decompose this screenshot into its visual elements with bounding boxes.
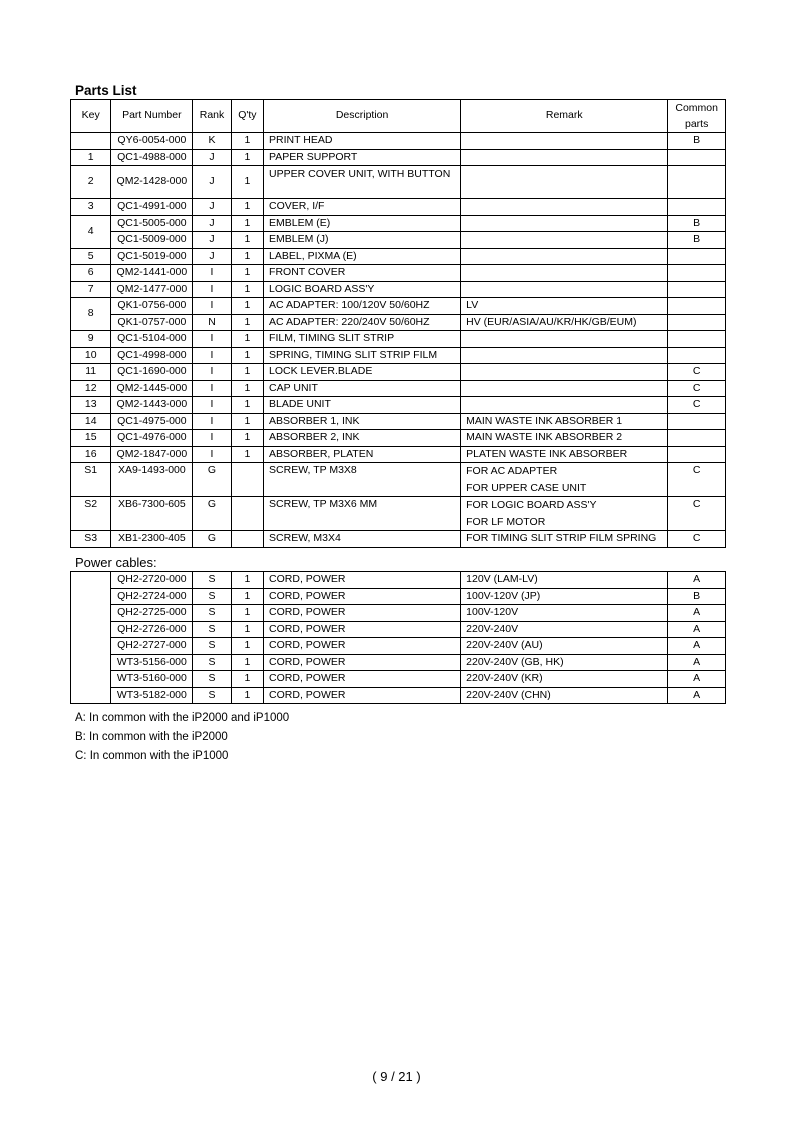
- qty-cell: 1: [231, 654, 263, 671]
- rank-cell: G: [193, 531, 231, 548]
- table-row: [71, 687, 726, 704]
- remark-cell: 220V-240V (CHN): [461, 687, 668, 704]
- part-number-cell: XB1-2300-405: [111, 531, 193, 548]
- key-cell: 14: [71, 413, 111, 430]
- rank-cell: J: [193, 199, 231, 216]
- common-parts-cell: [668, 265, 726, 282]
- qty-cell: 1: [231, 265, 263, 282]
- part-number-cell: QH2-2727-000: [111, 638, 193, 655]
- common-parts-cell: [668, 446, 726, 463]
- remark-cell: [461, 397, 668, 414]
- table-row: [71, 497, 726, 531]
- qty-cell: 1: [231, 413, 263, 430]
- common-parts-cell: [668, 347, 726, 364]
- remark-cell: [461, 149, 668, 166]
- table-row: [71, 281, 726, 298]
- common-parts-cell: A: [668, 687, 726, 704]
- page-title: Parts List: [75, 83, 137, 98]
- footnote-c: C: In common with the iP1000: [75, 750, 229, 762]
- table-row: [71, 199, 726, 216]
- footnote-b: B: In common with the iP2000: [75, 731, 228, 743]
- description-cell: LOGIC BOARD ASS'Y: [264, 281, 461, 298]
- part-number-cell: QC1-5009-000: [111, 232, 193, 249]
- key-cell: 13: [71, 397, 111, 414]
- col-remark: Remark: [461, 100, 668, 133]
- table-row: [71, 671, 726, 688]
- remark-cell: [461, 463, 668, 497]
- parts-table: [70, 99, 726, 548]
- rank-cell: S: [193, 588, 231, 605]
- table-row: [71, 166, 726, 199]
- remark-cell: [461, 265, 668, 282]
- description-cell: SCREW, TP M3X8: [264, 463, 461, 497]
- table-row: [71, 149, 726, 166]
- common-parts-cell: A: [668, 654, 726, 671]
- part-number-cell: QH2-2720-000: [111, 572, 193, 589]
- key-cell: 15: [71, 430, 111, 447]
- remark-cell: [461, 248, 668, 265]
- common-parts-cell: B: [668, 133, 726, 150]
- key-cell: 9: [71, 331, 111, 348]
- common-parts-cell: C: [668, 364, 726, 381]
- power-cables-title: Power cables:: [75, 555, 157, 570]
- common-parts-cell: [668, 281, 726, 298]
- description-cell: UPPER COVER UNIT, WITH BUTTON: [264, 166, 461, 199]
- description-cell: CORD, POWER: [264, 687, 461, 704]
- common-parts-cell: C: [668, 397, 726, 414]
- table-row: [71, 215, 726, 232]
- remark-cell: 100V-120V: [461, 605, 668, 622]
- qty-cell: 1: [231, 199, 263, 216]
- table-row: [71, 572, 726, 589]
- description-cell: CORD, POWER: [264, 621, 461, 638]
- rank-cell: G: [193, 463, 231, 497]
- remark-cell: [461, 364, 668, 381]
- col-rank: Rank: [193, 100, 231, 133]
- table-row: [71, 380, 726, 397]
- key-cell: 6: [71, 265, 111, 282]
- part-number-cell: QH2-2724-000: [111, 588, 193, 605]
- col-common-parts: Common parts: [668, 100, 726, 133]
- description-cell: COVER, I/F: [264, 199, 461, 216]
- rank-cell: I: [193, 397, 231, 414]
- table-row: [71, 331, 726, 348]
- qty-cell: 1: [231, 215, 263, 232]
- part-number-cell: QC1-1690-000: [111, 364, 193, 381]
- remark-cell: 220V-240V: [461, 621, 668, 638]
- rank-cell: J: [193, 232, 231, 249]
- rank-cell: S: [193, 605, 231, 622]
- qty-cell: 1: [231, 166, 263, 199]
- rank-cell: K: [193, 133, 231, 150]
- description-cell: CAP UNIT: [264, 380, 461, 397]
- part-number-cell: QM2-1443-000: [111, 397, 193, 414]
- footnotes: [75, 709, 289, 766]
- remark-cell: HV (EUR/ASIA/AU/KR/HK/GB/EUM): [461, 314, 668, 331]
- common-parts-cell: A: [668, 572, 726, 589]
- qty-cell: [231, 463, 263, 497]
- table-row: [71, 638, 726, 655]
- remark-cell: 220V-240V (GB, HK): [461, 654, 668, 671]
- description-cell: CORD, POWER: [264, 588, 461, 605]
- table-row: [71, 298, 726, 315]
- header-row: [71, 100, 726, 133]
- key-cell: 1: [71, 149, 111, 166]
- description-cell: PRINT HEAD: [264, 133, 461, 150]
- key-cell: S1: [71, 463, 111, 497]
- remark-line: FOR AC ADAPTER: [466, 465, 558, 477]
- description-cell: LABEL, PIXMA (E): [264, 248, 461, 265]
- rank-cell: I: [193, 265, 231, 282]
- common-parts-cell: C: [668, 531, 726, 548]
- description-cell: ABSORBER 1, INK: [264, 413, 461, 430]
- rank-cell: N: [193, 314, 231, 331]
- remark-cell: [461, 215, 668, 232]
- table-row: [71, 446, 726, 463]
- page-number: ( 9 / 21 ): [372, 1069, 421, 1084]
- part-number-cell: WT3-5182-000: [111, 687, 193, 704]
- table-row: [71, 463, 726, 497]
- remark-cell: LV: [461, 298, 668, 315]
- footnote-a: A: In common with the iP2000 and iP1000: [75, 712, 290, 724]
- rank-cell: I: [193, 413, 231, 430]
- qty-cell: 1: [231, 430, 263, 447]
- qty-cell: 1: [231, 621, 263, 638]
- rank-cell: J: [193, 166, 231, 199]
- part-number-cell: QY6-0054-000: [111, 133, 193, 150]
- part-number-cell: QC1-5005-000: [111, 215, 193, 232]
- part-number-cell: QM2-1477-000: [111, 281, 193, 298]
- key-cell: 3: [71, 199, 111, 216]
- description-cell: ABSORBER, PLATEN: [264, 446, 461, 463]
- rank-cell: S: [193, 654, 231, 671]
- part-number-cell: QH2-2725-000: [111, 605, 193, 622]
- part-number-cell: QM2-1445-000: [111, 380, 193, 397]
- remark-line: FOR UPPER CASE UNIT: [466, 481, 587, 494]
- common-parts-cell: [668, 166, 726, 199]
- common-parts-cell: [668, 314, 726, 331]
- description-cell: AC ADAPTER: 220/240V 50/60HZ: [264, 314, 461, 331]
- table-row: [71, 133, 726, 150]
- table-row: [71, 364, 726, 381]
- description-cell: SPRING, TIMING SLIT STRIP FILM: [264, 347, 461, 364]
- table-row: [71, 413, 726, 430]
- qty-cell: 1: [231, 572, 263, 589]
- remark-cell: [461, 331, 668, 348]
- part-number-cell: QC1-4991-000: [111, 199, 193, 216]
- common-parts-cell: C: [668, 463, 726, 497]
- remark-cell: MAIN WASTE INK ABSORBER 1: [461, 413, 668, 430]
- table-row: [71, 654, 726, 671]
- common-parts-cell: [668, 413, 726, 430]
- col-key: Key: [71, 100, 111, 133]
- key-cell: 12: [71, 380, 111, 397]
- rank-cell: I: [193, 331, 231, 348]
- common-parts-cell: [668, 430, 726, 447]
- rank-cell: I: [193, 430, 231, 447]
- rank-cell: I: [193, 446, 231, 463]
- key-cell: 4: [71, 215, 111, 248]
- rank-cell: S: [193, 638, 231, 655]
- description-cell: ABSORBER 2, INK: [264, 430, 461, 447]
- description-cell: AC ADAPTER: 100/120V 50/60HZ: [264, 298, 461, 315]
- qty-cell: 1: [231, 397, 263, 414]
- remark-cell: MAIN WASTE INK ABSORBER 2: [461, 430, 668, 447]
- power-cables-table: [70, 571, 726, 704]
- remark-cell: 120V (LAM-LV): [461, 572, 668, 589]
- common-parts-cell: A: [668, 621, 726, 638]
- qty-cell: 1: [231, 364, 263, 381]
- rank-cell: I: [193, 281, 231, 298]
- part-number-cell: WT3-5160-000: [111, 671, 193, 688]
- rank-cell: J: [193, 149, 231, 166]
- part-number-cell: QK1-0757-000: [111, 314, 193, 331]
- remark-cell: 220V-240V (AU): [461, 638, 668, 655]
- part-number-cell: WT3-5156-000: [111, 654, 193, 671]
- qty-cell: 1: [231, 347, 263, 364]
- table-row: [71, 232, 726, 249]
- part-number-cell: QM2-1847-000: [111, 446, 193, 463]
- key-cell: 5: [71, 248, 111, 265]
- remark-cell: [461, 380, 668, 397]
- key-cell: S3: [71, 531, 111, 548]
- rank-cell: J: [193, 215, 231, 232]
- description-cell: BLADE UNIT: [264, 397, 461, 414]
- part-number-cell: XB6-7300-605: [111, 497, 193, 531]
- part-number-cell: QC1-5019-000: [111, 248, 193, 265]
- rank-cell: S: [193, 687, 231, 704]
- table-row: [71, 397, 726, 414]
- qty-cell: 1: [231, 638, 263, 655]
- qty-cell: 1: [231, 298, 263, 315]
- key-cell: S2: [71, 497, 111, 531]
- common-parts-cell: B: [668, 232, 726, 249]
- qty-cell: 1: [231, 588, 263, 605]
- part-number-cell: XA9-1493-000: [111, 463, 193, 497]
- remark-cell: [461, 281, 668, 298]
- qty-cell: 1: [231, 605, 263, 622]
- qty-cell: 1: [231, 133, 263, 150]
- rank-cell: I: [193, 380, 231, 397]
- qty-cell: 1: [231, 671, 263, 688]
- part-number-cell: QM2-1428-000: [111, 166, 193, 199]
- common-parts-cell: B: [668, 588, 726, 605]
- description-cell: CORD, POWER: [264, 572, 461, 589]
- qty-cell: 1: [231, 331, 263, 348]
- description-cell: FILM, TIMING SLIT STRIP: [264, 331, 461, 348]
- rank-cell: S: [193, 572, 231, 589]
- description-cell: CORD, POWER: [264, 638, 461, 655]
- common-parts-cell: B: [668, 215, 726, 232]
- description-cell: LOCK LEVER.BLADE: [264, 364, 461, 381]
- rank-cell: I: [193, 347, 231, 364]
- remark-line: FOR LOGIC BOARD ASS'Y: [466, 499, 597, 511]
- part-number-cell: QC1-4975-000: [111, 413, 193, 430]
- rank-cell: G: [193, 497, 231, 531]
- col-part-number: Part Number: [111, 100, 193, 133]
- key-cell: 16: [71, 446, 111, 463]
- common-parts-cell: [668, 331, 726, 348]
- part-number-cell: QM2-1441-000: [111, 265, 193, 282]
- remark-cell: [461, 497, 668, 531]
- common-parts-cell: C: [668, 497, 726, 531]
- part-number-cell: QC1-4998-000: [111, 347, 193, 364]
- table-row: [71, 430, 726, 447]
- key-cell: [71, 133, 111, 150]
- common-parts-cell: A: [668, 638, 726, 655]
- qty-cell: 1: [231, 380, 263, 397]
- table-row: [71, 314, 726, 331]
- common-parts-cell: [668, 248, 726, 265]
- qty-cell: [231, 497, 263, 531]
- table-row: [71, 265, 726, 282]
- key-cell: 7: [71, 281, 111, 298]
- description-cell: SCREW, M3X4: [264, 531, 461, 548]
- rank-cell: I: [193, 364, 231, 381]
- table-row: [71, 248, 726, 265]
- rank-cell: S: [193, 621, 231, 638]
- description-cell: EMBLEM (J): [264, 232, 461, 249]
- description-cell: CORD, POWER: [264, 605, 461, 622]
- table-row: [71, 531, 726, 548]
- table-row: [71, 605, 726, 622]
- qty-cell: 1: [231, 232, 263, 249]
- common-parts-cell: C: [668, 380, 726, 397]
- description-cell: CORD, POWER: [264, 654, 461, 671]
- common-parts-cell: [668, 199, 726, 216]
- qty-cell: 1: [231, 281, 263, 298]
- part-number-cell: QK1-0756-000: [111, 298, 193, 315]
- common-parts-cell: [668, 298, 726, 315]
- part-number-cell: QH2-2726-000: [111, 621, 193, 638]
- qty-cell: 1: [231, 248, 263, 265]
- empty-key-cell: [71, 572, 111, 704]
- remark-cell: [461, 232, 668, 249]
- common-parts-cell: A: [668, 605, 726, 622]
- part-number-cell: QC1-5104-000: [111, 331, 193, 348]
- description-cell: CORD, POWER: [264, 671, 461, 688]
- part-number-cell: QC1-4988-000: [111, 149, 193, 166]
- key-cell: 8: [71, 298, 111, 331]
- qty-cell: 1: [231, 314, 263, 331]
- remark-cell: [461, 347, 668, 364]
- remark-cell: [461, 199, 668, 216]
- qty-cell: 1: [231, 446, 263, 463]
- description-cell: SCREW, TP M3X6 MM: [264, 497, 461, 531]
- rank-cell: S: [193, 671, 231, 688]
- remark-line: FOR LF MOTOR: [466, 515, 546, 528]
- key-cell: 2: [71, 166, 111, 199]
- description-cell: EMBLEM (E): [264, 215, 461, 232]
- remark-cell: FOR TIMING SLIT STRIP FILM SPRING: [461, 531, 668, 548]
- qty-cell: 1: [231, 687, 263, 704]
- key-cell: 11: [71, 364, 111, 381]
- qty-cell: [231, 531, 263, 548]
- remark-cell: [461, 133, 668, 150]
- description-cell: PAPER SUPPORT: [264, 149, 461, 166]
- rank-cell: J: [193, 248, 231, 265]
- key-cell: 10: [71, 347, 111, 364]
- qty-cell: 1: [231, 149, 263, 166]
- part-number-cell: QC1-4976-000: [111, 430, 193, 447]
- common-parts-cell: A: [668, 671, 726, 688]
- remark-cell: 220V-240V (KR): [461, 671, 668, 688]
- common-parts-cell: [668, 149, 726, 166]
- remark-cell: PLATEN WASTE INK ABSORBER: [461, 446, 668, 463]
- table-row: [71, 347, 726, 364]
- remark-cell: 100V-120V (JP): [461, 588, 668, 605]
- remark-cell: [461, 166, 668, 199]
- col-description: Description: [264, 100, 461, 133]
- col-qty: Q'ty: [231, 100, 263, 133]
- table-row: [71, 621, 726, 638]
- table-row: [71, 588, 726, 605]
- description-cell: FRONT COVER: [264, 265, 461, 282]
- rank-cell: I: [193, 298, 231, 315]
